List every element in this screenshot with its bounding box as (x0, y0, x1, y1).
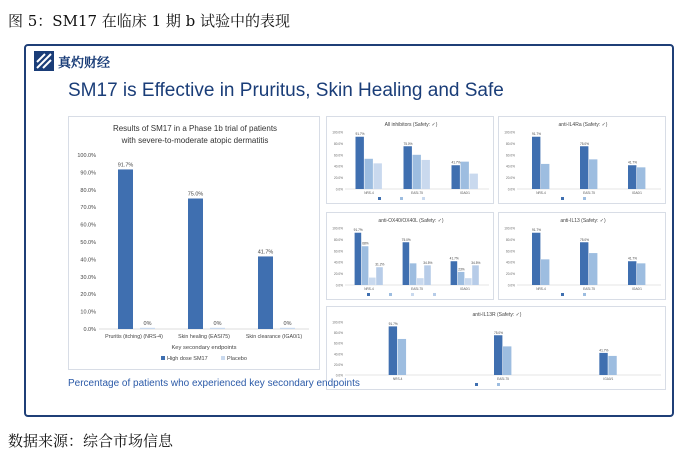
chart-anti-ox40 (327, 213, 495, 301)
y-tick-label: 100.0% (332, 130, 343, 135)
x-tick-label: NRS-4 (392, 377, 403, 381)
legend-swatch (378, 197, 381, 200)
legend-swatch (161, 356, 165, 360)
data-label: 91.7% (531, 228, 542, 233)
legend-swatch (389, 293, 392, 296)
bar-sm17 (258, 256, 273, 329)
y-tick-label: 0.0% (507, 283, 515, 288)
chart-panel-anti-il13 (498, 212, 666, 300)
legend-swatch (497, 383, 500, 386)
data-label: 0% (143, 320, 152, 327)
y-tick-label: 20.0% (505, 272, 515, 277)
data-label: 75.0% (579, 237, 590, 242)
bar (470, 174, 478, 189)
y-tick-label: 40.0% (505, 164, 515, 169)
data-label: 75.0% (401, 237, 411, 242)
bar (369, 278, 376, 285)
x-tick-label: EASI-75 (497, 377, 509, 381)
x-tick-label: Skin healing (EASI75) (178, 334, 230, 340)
x-tick-label: IGA0/1 (460, 191, 470, 195)
bar (589, 159, 597, 189)
x-tick-label: Pruritis (itching) (NRS-4) (105, 334, 163, 340)
y-tick-label: 0.0% (507, 187, 515, 192)
bar (532, 233, 540, 285)
data-label: 75.0% (187, 191, 204, 198)
y-tick-label: 80.0% (333, 331, 343, 336)
bar (465, 278, 472, 285)
bar (398, 339, 406, 375)
logo-text: 真灼财经 (58, 55, 111, 71)
bar (355, 233, 362, 285)
y-tick-label: 80.0% (505, 141, 515, 146)
bar (628, 165, 636, 189)
bar (376, 267, 383, 285)
bar-sm17 (118, 169, 133, 329)
data-label: 91.7% (117, 162, 134, 169)
y-tick-label: 100.0% (504, 130, 515, 135)
bar (374, 163, 382, 189)
data-label: 41.7% (257, 249, 274, 256)
y-tick-label: 40.0% (80, 257, 96, 264)
bar (461, 162, 469, 189)
bar-placebo (210, 328, 225, 329)
bar (532, 137, 540, 189)
bar (404, 146, 412, 189)
bar (599, 353, 607, 375)
y-tick-label: 80.0% (505, 237, 515, 242)
bar (580, 146, 588, 189)
y-tick-label: 60.0% (333, 153, 343, 158)
y-tick-label: 0.0% (83, 327, 96, 333)
data-label: 68% (362, 241, 369, 246)
footer-note: Percentage of patients who experienced key secondary endpoints (68, 378, 360, 389)
bar-placebo (280, 328, 295, 329)
bar (422, 160, 430, 189)
y-tick-label: 20.0% (333, 176, 343, 181)
bar (451, 261, 458, 285)
bar (608, 356, 616, 375)
y-tick-label: 20.0% (333, 362, 343, 367)
legend-swatch (561, 293, 564, 296)
chart-panel-all-inhibitors (326, 116, 494, 204)
legend-swatch (583, 197, 586, 200)
bar (628, 261, 636, 285)
bar (452, 165, 460, 189)
x-tick-label: NRS-4 (536, 287, 546, 291)
legend-swatch (475, 383, 478, 386)
bar (637, 263, 645, 285)
legend-swatch (561, 197, 564, 200)
legend-swatch (411, 293, 414, 296)
data-label: 41.7% (627, 256, 638, 261)
data-label: 41.7% (627, 160, 638, 165)
chart-anti-il13r (327, 307, 667, 391)
data-label: 34.5% (471, 260, 481, 265)
legend-swatch (400, 197, 403, 200)
bar (458, 272, 465, 285)
chart-panel-anti-il4ra (498, 116, 666, 204)
y-tick-label: 40.0% (333, 352, 343, 357)
y-tick-label: 70.0% (80, 205, 96, 212)
y-tick-label: 60.0% (505, 249, 515, 254)
chart-title: anti-OX40/OX40L (Safety: ✓) (378, 218, 444, 224)
main-chart-panel (68, 116, 320, 370)
chart-anti-il13 (499, 213, 667, 301)
bar (362, 246, 369, 285)
bar (580, 242, 588, 285)
chart-anti-il4ra (499, 117, 667, 205)
bar (541, 164, 549, 189)
bar (417, 278, 424, 285)
chart-title: with severe-to-moderate atopic dermatitis (121, 136, 269, 145)
chart-panel-anti-ox40 (326, 212, 494, 300)
bar (413, 155, 421, 189)
legend-swatch (221, 356, 225, 360)
y-tick-label: 0.0% (335, 373, 343, 378)
x-tick-label: Skin clearance (IGA0/1) (245, 334, 303, 340)
y-tick-label: 80.0% (80, 187, 96, 194)
x-tick-label: EASI-75 (583, 191, 595, 195)
bar-sm17 (188, 199, 203, 330)
y-tick-label: 80.0% (333, 237, 343, 242)
data-label: 23% (458, 267, 465, 272)
legend-label: High dose SM17 (167, 356, 208, 362)
bar (410, 263, 417, 285)
legend-swatch (422, 197, 425, 200)
bar (403, 242, 410, 285)
data-label: 75.0% (403, 141, 413, 146)
y-tick-label: 60.0% (505, 153, 515, 158)
bar (589, 253, 597, 285)
data-label: 31.2% (375, 262, 385, 267)
legend-swatch (433, 293, 436, 296)
data-label: 0% (213, 320, 222, 327)
bar (389, 326, 397, 375)
legend-label: Placebo (227, 356, 247, 362)
y-tick-label: 0.0% (335, 283, 343, 288)
y-tick-label: 20.0% (80, 292, 96, 299)
data-label: 75.0% (579, 141, 590, 146)
y-tick-label: 90.0% (80, 170, 96, 177)
source-note: 数据来源：综合市场信息 (8, 432, 174, 450)
chart-title: anti-IL4Ra (Safety: ✓) (558, 122, 608, 128)
y-tick-label: 60.0% (333, 249, 343, 254)
x-tick-label: EASI-75 (411, 287, 423, 291)
bar (424, 265, 431, 285)
logo (32, 50, 128, 72)
data-label: 41.7% (599, 348, 609, 353)
figure-caption: 图 5：SM17 在临床 1 期 b 试验中的表现 (8, 12, 291, 30)
chart-title: All inhibitors (Safety: ✓) (384, 122, 438, 128)
bar (637, 167, 645, 189)
y-tick-label: 100.0% (332, 226, 343, 231)
y-tick-label: 50.0% (80, 240, 96, 246)
data-label: 0% (283, 320, 292, 327)
data-label: 75.0% (493, 330, 504, 335)
bar (541, 259, 549, 285)
main-chart (69, 117, 321, 371)
y-tick-label: 20.0% (333, 272, 343, 277)
bar (494, 335, 502, 375)
y-tick-label: 60.0% (80, 222, 96, 229)
bar (503, 346, 511, 375)
bar (365, 159, 373, 189)
y-tick-label: 80.0% (333, 141, 343, 146)
x-tick-label: IGA0/1 (460, 287, 470, 291)
x-tick-label: NRS-4 (536, 191, 546, 195)
x-tick-label: IGA0/1 (632, 287, 642, 291)
x-tick-label: EASI-75 (411, 191, 423, 195)
x-tick-label: IGA0/1 (603, 377, 614, 381)
y-tick-label: 60.0% (333, 341, 343, 346)
y-tick-label: 100.0% (504, 226, 515, 231)
y-tick-label: 100.0% (332, 320, 343, 325)
chart-title: anti-IL13R (Safety: ✓) (472, 312, 522, 318)
bar (356, 137, 364, 189)
y-tick-label: 20.0% (505, 176, 515, 181)
y-tick-label: 40.0% (333, 164, 343, 169)
x-tick-label: NRS-4 (364, 191, 374, 195)
x-tick-label: EASI-75 (583, 287, 595, 291)
y-tick-label: 10.0% (80, 309, 96, 316)
x-axis-title: Key secondary endpoints (171, 345, 237, 351)
y-tick-label: 30.0% (80, 274, 96, 281)
y-tick-label: 40.0% (333, 260, 343, 265)
legend-swatch (583, 293, 586, 296)
x-tick-label: IGA0/1 (632, 191, 642, 195)
data-label: 34.5% (423, 260, 433, 265)
data-label: 91.7% (353, 228, 363, 233)
chart-title: Results of SM17 in a Phase 1b trial of patients (112, 124, 278, 133)
data-label: 91.7% (531, 132, 542, 137)
bar (472, 265, 479, 285)
data-label: 91.7% (388, 321, 398, 326)
data-label: 41.7% (451, 160, 461, 165)
chart-title: anti-IL13 (Safety: ✓) (560, 218, 606, 224)
legend-swatch (367, 293, 370, 296)
bar-placebo (140, 328, 155, 329)
x-tick-label: NRS-4 (364, 287, 374, 291)
chart-all-inhibitors (327, 117, 495, 205)
y-tick-label: 40.0% (505, 260, 515, 265)
slide-title: SM17 is Effective in Pruritus, Skin Healing and Safe (68, 80, 504, 101)
chart-panel-anti-il13r (326, 306, 666, 390)
data-label: 41.7% (449, 256, 459, 261)
logo-mark-icon (34, 51, 54, 71)
y-tick-label: 0.0% (335, 187, 343, 192)
y-tick-label: 100.0% (77, 153, 96, 159)
data-label: 91.7% (355, 132, 365, 137)
